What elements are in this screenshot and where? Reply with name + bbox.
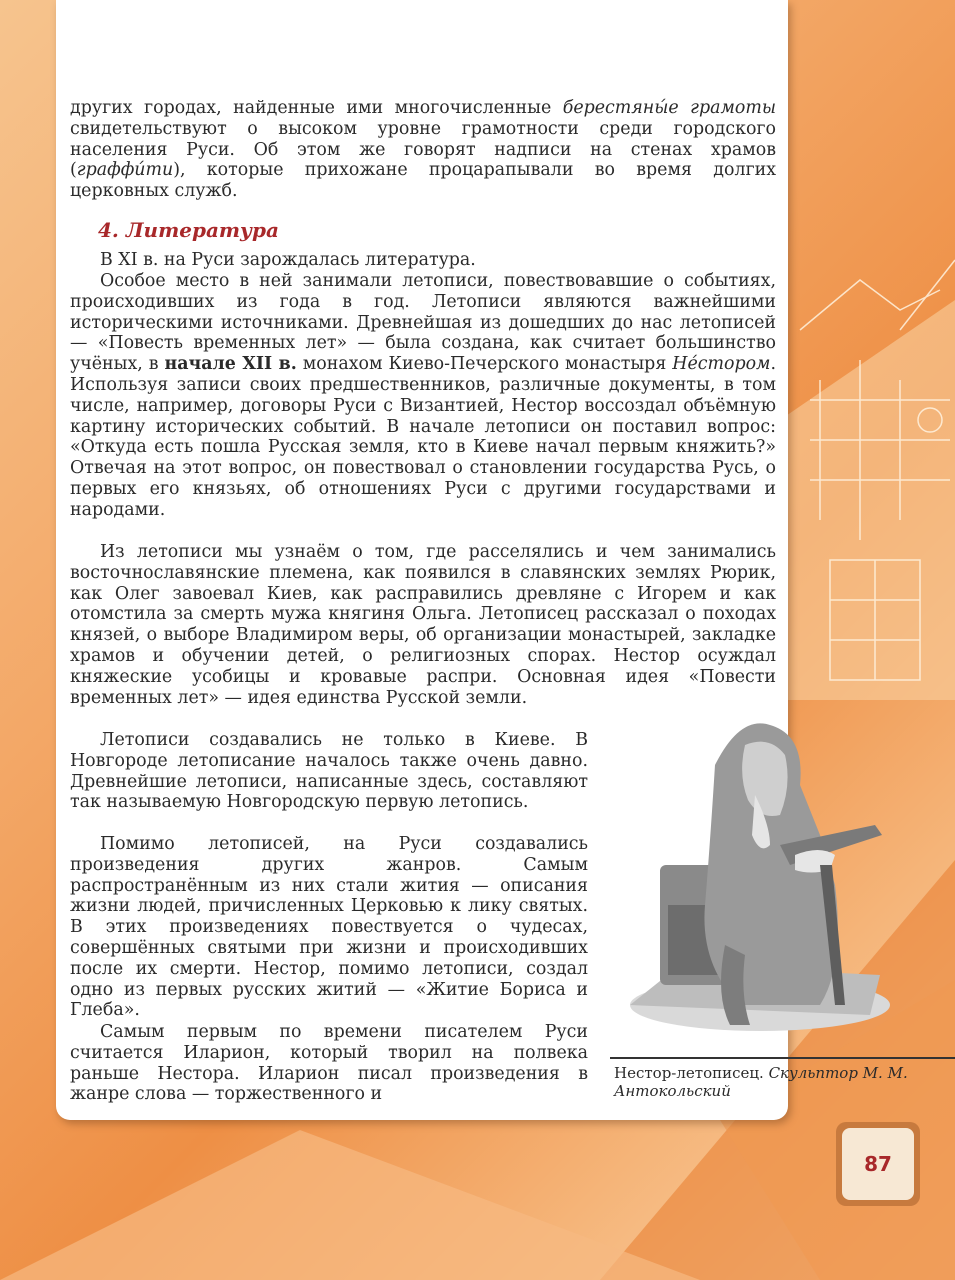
paragraph-2-text-a: Особое место в ней занимали летописи, повествовавшие о событиях, происходивших из года в год. Летописи являются важнейшими историческими источниками. Древнейшая из дошедших до нас летописей — «Повесть временных лет» — была создана, как считает большинство учёных, в — [70, 271, 776, 375]
intro-text-2: свидетельствуют о высоком уровне грамотности среди городского населения Руси. Об этом же говорят надписи на стенах храмов ( — [70, 118, 776, 181]
paragraph-2-bold: начале XII в. — [164, 354, 297, 375]
caption-author: Скульптор М. М. Антокольский — [614, 1064, 908, 1100]
paragraph-2 — [70, 271, 776, 521]
paragraph-3: Из летописи мы узнаём о том, где расселялись и чем занимались восточнославянские племена, как появился в славянских землях Рюрик, как Олег завоевал Киев, как расправились древляне с Игорем и как отомстила за смерть мужа княгиня Ольга. Летописец рассказал о походах князей, о выборе Владимиром веры, об организации монастырей, закладке храмов и обучении детей, о религиозных спорах. Нестор осуждал княжеские усобицы и кровавые распри. Основная идея «Повести временных лет» — идея единства Русской земли. — [70, 542, 776, 708]
intro-paragraph — [70, 98, 776, 202]
paragraph-2-text-c: . Используя записи своих предшественников, различные документы, в том числе, например, договоры Руси с Византией, Нестор воссоздал объёмную картину исторических событий. В начале летописи он поставил вопрос: «Откуда есть пошла Русская земля, кто в Киеве начал первым княжить?» Отвечая на этот вопрос, он повествовал о становлении государства Русь, о первых его князьях, об отношениях Руси с другими государствами и народами. — [70, 354, 776, 520]
figure-caption — [614, 1064, 934, 1100]
paragraph-2-italic: Не́стором — [672, 354, 771, 375]
page-number: 87 — [842, 1128, 914, 1200]
paragraph-5: Помимо летописей, на Руси создавались произведения других жанров. Самым распространённым из них стали жития — описания жизни людей, причисленных Церковью к лику святых. В этих произведениях повествуется о чудесах, совершённых святыми при жизни и происходивших после их смерти. Нестор, помимо летописи, создал одно из первых русских житий — «Житие Бориса и Глеба». — [70, 834, 588, 1021]
section-heading: 4. Литература — [98, 218, 279, 242]
page-number-badge — [836, 1122, 920, 1206]
nestor-sculpture-image — [620, 705, 890, 1045]
paragraph-4: Летописи создавались не только в Киеве. В Новгороде летописание началось также очень давно. Древнейшие летописи, написанные здесь, составляют так называемую Новгородскую первую летопись. — [70, 730, 588, 813]
paragraph-6: Самым первым по времени писателем Руси считается Иларион, который творил на полвека раньше Нестора. Иларион писал произведения в жанре слова — торжественного и — [70, 1022, 588, 1105]
intro-italic-2: граффи́ти — [76, 160, 174, 181]
caption-divider — [610, 1057, 955, 1059]
intro-text-1: других городах, найденные ими многочисленные — [70, 98, 563, 118]
caption-title: Нестор-летописец. — [614, 1064, 769, 1082]
intro-text-3: ), которые прихожане процарапывали во время долгих церковных служб. — [70, 160, 776, 202]
paragraph-2-text-b: монахом Киево-Печерского монастыря — [296, 354, 673, 375]
intro-italic-1: берестяны́е грамоты — [562, 98, 776, 118]
paragraph-1: В XI в. на Руси зарождалась литература. — [100, 250, 476, 270]
